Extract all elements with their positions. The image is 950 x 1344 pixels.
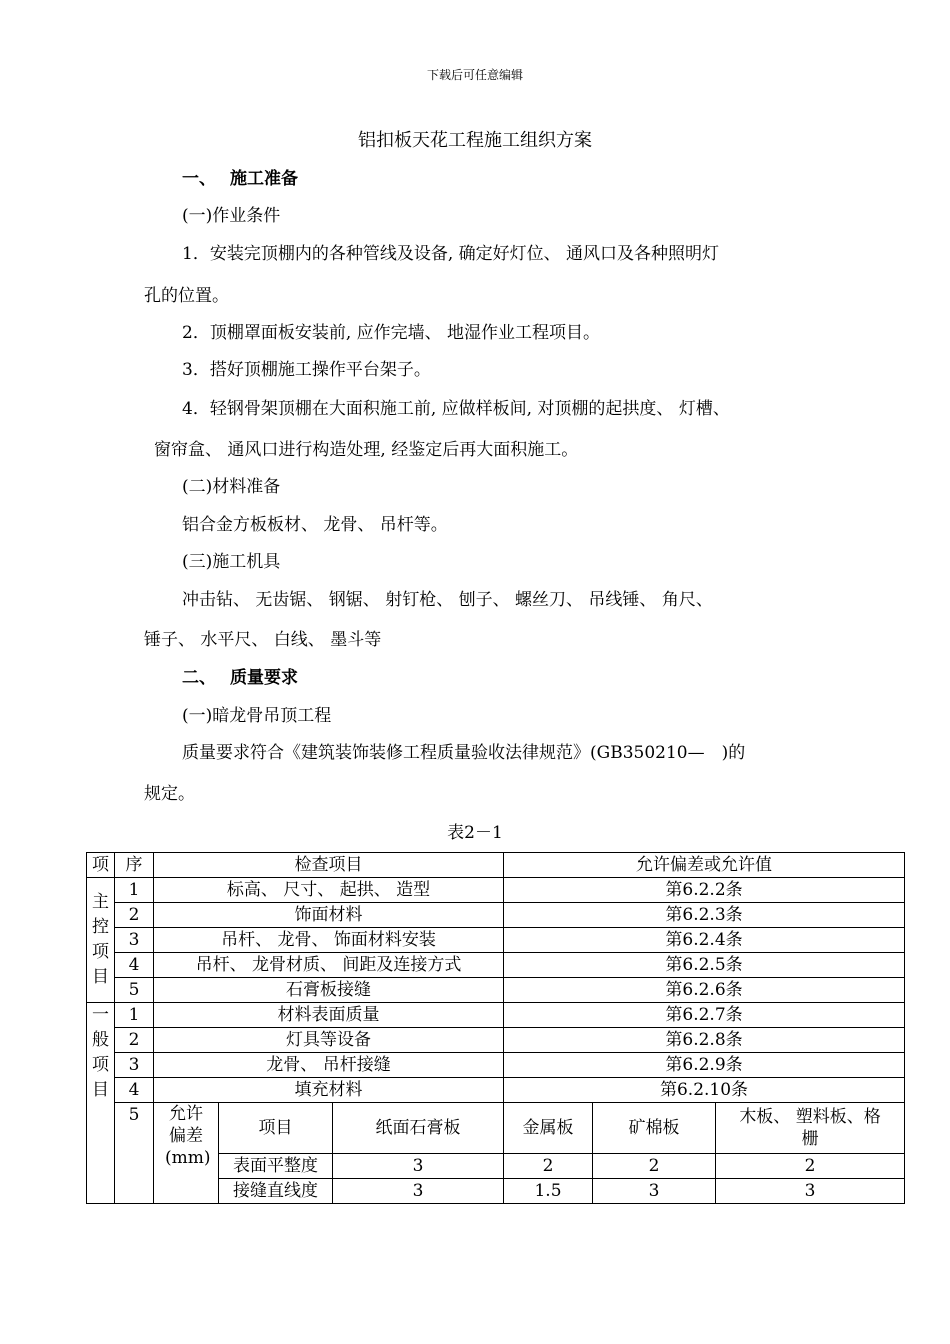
paragraph-materials: 铝合金方板板材、 龙骨、 吊杆等。 <box>182 515 448 535</box>
table-cell-seq: 1 <box>115 878 154 903</box>
subheader-gypsum-board: 纸面石膏板 <box>333 1103 504 1154</box>
table-row <box>87 953 905 978</box>
header-item: 项 <box>87 853 115 878</box>
tolerance-label <box>154 1103 219 1204</box>
table-cell-seq: 3 <box>115 928 154 953</box>
table-cell-value: 第6.2.4条 <box>504 928 905 953</box>
header-check-item: 检查项目 <box>154 853 504 878</box>
table-cell-seq: 3 <box>115 1053 154 1078</box>
header-allowed-value: 允许偏差或允许值 <box>504 853 905 878</box>
subsection-concealed-keel: (一)暗龙骨吊顶工程 <box>182 706 332 726</box>
table-cell-value: 3 <box>333 1154 504 1179</box>
section-2-title: 质量要求 <box>230 668 298 688</box>
section-1-heading <box>182 164 298 189</box>
page-header: 下载后可任意编辑 <box>426 68 523 82</box>
table-cell-seq: 5 <box>115 1103 154 1204</box>
table-cell-subitem: 表面平整度 <box>219 1154 333 1179</box>
table-cell-value: 2 <box>504 1154 593 1179</box>
table-cell-value: 3 <box>593 1179 716 1204</box>
inspection-table <box>86 852 905 1204</box>
table-row <box>87 928 905 953</box>
table-cell-seq: 2 <box>115 903 154 928</box>
table-cell-value: 第6.2.10条 <box>504 1078 905 1103</box>
general-items-label-text: 一般项目 <box>92 1005 109 1100</box>
header-seq: 序 <box>115 853 154 878</box>
table-cell-value: 第6.2.2条 <box>504 878 905 903</box>
table-cell-item: 填充材料 <box>154 1078 504 1103</box>
subheader-mineral-wool-board: 矿棉板 <box>593 1103 716 1154</box>
main-control-label-text: 主控项目 <box>92 892 109 987</box>
table-cell-value: 2 <box>593 1154 716 1179</box>
subheader-metal-board: 金属板 <box>504 1103 593 1154</box>
table-cell-subitem: 接缝直线度 <box>219 1179 333 1204</box>
table-cell-seq: 5 <box>115 978 154 1003</box>
subsection-tools: (三)施工机具 <box>182 552 281 572</box>
paragraph-item-2: 2．顶棚罩面板安装前, 应作完墙、 地湿作业工程项目。 <box>182 323 601 343</box>
table-cell-seq: 1 <box>115 1003 154 1028</box>
table-row <box>87 1103 905 1154</box>
tolerance-label-text: 允许偏差(mm) <box>165 1104 211 1168</box>
table-cell-value: 1.5 <box>504 1179 593 1204</box>
table-row <box>87 978 905 1003</box>
table-row <box>87 878 905 903</box>
subsection-work-conditions: (一)作业条件 <box>182 206 281 226</box>
table-cell-value: 3 <box>716 1179 905 1204</box>
paragraph-item-1-line-2: 孔的位置。 <box>144 286 229 306</box>
table-cell-item: 灯具等设备 <box>154 1028 504 1053</box>
table-caption: 表2－1 <box>447 823 503 843</box>
document-title: 铝扣板天花工程施工组织方案 <box>358 130 592 151</box>
table-cell-item: 材料表面质量 <box>154 1003 504 1028</box>
paragraph-tools-line-1: 冲击钻、 无齿锯、 钢锯、 射钉枪、 刨子、 螺丝刀、 吊线锤、 角尺、 <box>182 590 713 610</box>
table-cell-value: 第6.2.7条 <box>504 1003 905 1028</box>
table-cell-value: 2 <box>716 1154 905 1179</box>
table-row <box>87 1003 905 1028</box>
main-control-label <box>87 878 115 1003</box>
table-row <box>87 1053 905 1078</box>
paragraph-tools-line-2: 锤子、 水平尺、 白线、 墨斗等 <box>144 630 382 650</box>
table-cell-value: 第6.2.6条 <box>504 978 905 1003</box>
table-cell-value: 3 <box>333 1179 504 1204</box>
paragraph-item-1-line-1: 1．安装完顶棚内的各种管线及设备, 确定好灯位、 通风口及各种照明灯 <box>182 244 720 264</box>
table-row <box>87 1028 905 1053</box>
table-row <box>87 903 905 928</box>
section-1-number: 一、 <box>182 169 216 189</box>
table-cell-item: 吊杆、 龙骨材质、 间距及连接方式 <box>154 953 504 978</box>
table-row <box>87 1078 905 1103</box>
table-cell-item: 饰面材料 <box>154 903 504 928</box>
table-cell-item: 吊杆、 龙骨、 饰面材料安装 <box>154 928 504 953</box>
paragraph-item-4-line-2: 窗帘盒、 通风口进行构造处理, 经鉴定后再大面积施工。 <box>154 440 579 460</box>
subheader-wood-plastic-grille <box>716 1103 905 1154</box>
paragraph-quality-line-2: 规定。 <box>144 784 195 804</box>
section-2-heading <box>182 663 298 688</box>
paragraph-quality-line-1: 质量要求符合《建筑装饰装修工程质量验收法律规范》(GB350210— )的 <box>182 743 746 763</box>
table-cell-item: 龙骨、 吊杆接缝 <box>154 1053 504 1078</box>
subheader-item: 项目 <box>219 1103 333 1154</box>
section-1-title: 施工准备 <box>230 169 298 189</box>
section-2-number: 二、 <box>182 668 216 688</box>
table-cell-value: 第6.2.5条 <box>504 953 905 978</box>
table-header-row <box>87 853 905 878</box>
table-cell-seq: 2 <box>115 1028 154 1053</box>
table-cell-item: 石膏板接缝 <box>154 978 504 1003</box>
subheader-wood-plastic-grille-text: 木板、 塑料板、格栅 <box>739 1107 881 1149</box>
table-cell-value: 第6.2.3条 <box>504 903 905 928</box>
table-cell-item: 标高、 尺寸、 起拱、 造型 <box>154 878 504 903</box>
table-cell-seq: 4 <box>115 1078 154 1103</box>
table-cell-seq: 4 <box>115 953 154 978</box>
table-cell-value: 第6.2.8条 <box>504 1028 905 1053</box>
paragraph-item-3: 3．搭好顶棚施工操作平台架子。 <box>182 360 431 380</box>
subsection-materials: (二)材料准备 <box>182 477 281 497</box>
table-cell-value: 第6.2.9条 <box>504 1053 905 1078</box>
paragraph-item-4-line-1: 4．轻钢骨架顶棚在大面积施工前, 应做样板间, 对顶棚的起拱度、 灯槽、 <box>182 399 730 419</box>
general-items-label <box>87 1003 115 1204</box>
